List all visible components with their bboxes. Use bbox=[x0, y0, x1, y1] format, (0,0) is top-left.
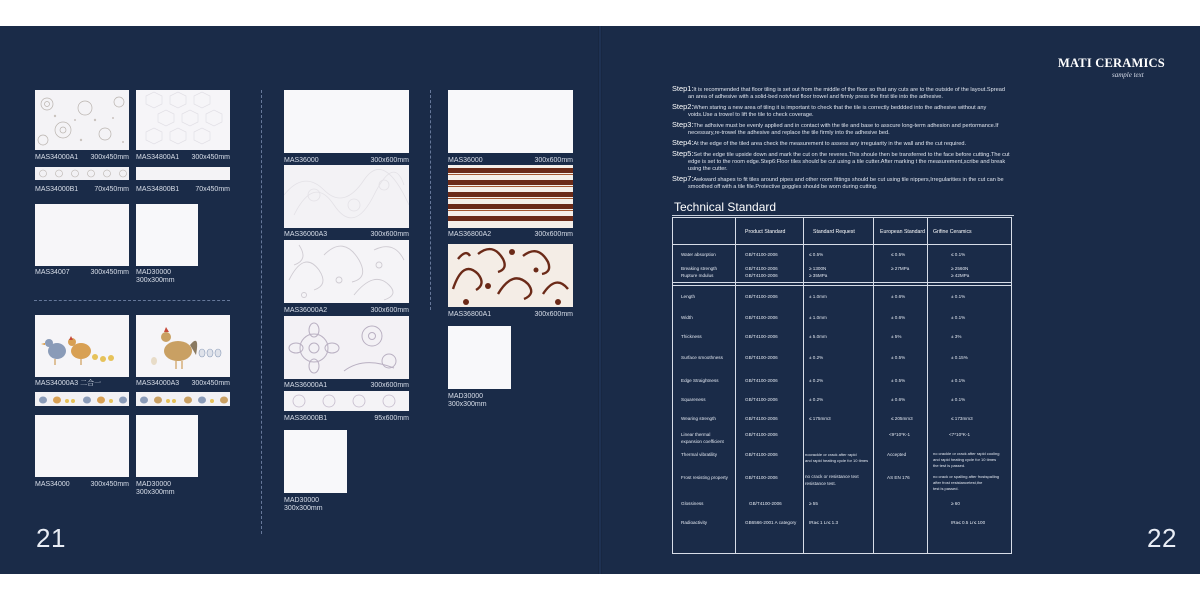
row-grifine-2: ≥ 42MPa bbox=[951, 273, 970, 278]
step-text: Awkward shapes to fit tiles around pipes and other room fittings should be cut using tile nippers,Irregularities in the cut can be smoothed off with a tile file.Protective goggles should be worn during cutting. bbox=[688, 177, 1004, 190]
row-grifine: ± 0.1% bbox=[951, 294, 966, 299]
brand-tagline: sample text bbox=[1112, 71, 1144, 79]
tile-mas36800a1[interactable] bbox=[448, 244, 573, 307]
row-european: ± 0.6% bbox=[891, 315, 906, 320]
stripe-pattern-icon bbox=[448, 165, 573, 228]
row-standard-request-2: ≥ 35MPa bbox=[809, 273, 828, 278]
row-divider bbox=[34, 300, 230, 301]
tile-code-label: MAD30000 bbox=[136, 269, 172, 276]
tile-mad30000-b[interactable] bbox=[136, 415, 198, 477]
tile-code-label: MAS36000A3 bbox=[284, 231, 328, 238]
row-standard-request: ± 5.0mm bbox=[809, 334, 827, 339]
tile-code-label: MAS36800A2 bbox=[448, 231, 492, 238]
row-name: Width bbox=[681, 315, 693, 320]
table-col-line bbox=[927, 218, 928, 553]
row-name: Wearing strength bbox=[681, 416, 716, 421]
row-grifine: ≤ 0.1% bbox=[951, 252, 966, 257]
flower-border-icon bbox=[284, 391, 409, 411]
row-grifine: ± 3% bbox=[951, 334, 962, 339]
tile-mas34007[interactable] bbox=[35, 204, 129, 266]
row-grifine: IRa≤ 0.5 Lr≤ 100 bbox=[951, 520, 986, 525]
faint-damask-icon bbox=[284, 165, 409, 228]
tile-code-label: MAD30000 bbox=[448, 393, 484, 400]
tile-code-label: MAS36000B1 bbox=[284, 415, 328, 422]
row-standard-request: nocrackle or crack after rapid bbox=[805, 452, 857, 457]
tile-code-label: MAD30000 bbox=[136, 481, 172, 488]
step-item bbox=[672, 121, 1012, 137]
tile-size-label: 300x450mm bbox=[191, 380, 230, 387]
row-standard-request: IRa≤ 1 Lr≤ 1.3 bbox=[809, 520, 839, 525]
row-grifine-3: the test is passed. bbox=[933, 463, 966, 468]
tile-size-label: 300x300mm bbox=[136, 489, 175, 496]
tile-code-label: MAS34000A1 bbox=[35, 154, 79, 161]
row-european: ± 5% bbox=[891, 334, 902, 339]
tile-size-label: 300x600mm bbox=[534, 311, 573, 318]
step-item bbox=[672, 139, 1012, 148]
row-product-standard: GB/T4100-2006 bbox=[745, 378, 778, 383]
tile-mas34000[interactable] bbox=[35, 415, 129, 477]
row-name: Surface smoothness bbox=[681, 355, 723, 360]
tile-size-label: 300x450mm bbox=[90, 154, 129, 161]
step-text: At the edge of the tiled area check the measurement to assess any irreguiarity in the wall and the cut required. bbox=[693, 141, 967, 147]
row-grifine: ≥ 60 bbox=[951, 501, 960, 506]
row-standard-request: ± 0.2% bbox=[809, 378, 824, 383]
step-item bbox=[672, 150, 1012, 173]
row-product-standard: GB/T4100-2006 bbox=[745, 475, 778, 480]
table-row-line bbox=[673, 244, 1011, 245]
tile-mas34000b1[interactable] bbox=[35, 167, 129, 180]
tile-mas36000-b[interactable] bbox=[448, 90, 573, 153]
tile-size-label: 300x600mm bbox=[534, 231, 573, 238]
row-european: ≥ 27MPa bbox=[891, 266, 910, 271]
tile-size-label: 300x300mm bbox=[284, 505, 323, 512]
row-grifine: ± 0.1% bbox=[951, 397, 966, 402]
row-name-2: Rupture mdulus bbox=[681, 273, 714, 278]
tile-mas36000a1[interactable] bbox=[284, 316, 409, 379]
row-name: Breaking strength bbox=[681, 266, 718, 271]
row-name: Radioactivity bbox=[681, 520, 708, 525]
row-standard-request-2: resistance test. bbox=[805, 481, 836, 486]
tile-size-label: 300x600mm bbox=[370, 231, 409, 238]
row-grifine-2: after frost resistancetest,the bbox=[933, 480, 983, 485]
step-text: It is recommended that floor tiling is set out from the middle of the floor so that any cuts are to the outside of the layout.Spread an area of adhesive with a solid-bed notvhed floor trowel and firmly press the first tile into the adhesive. bbox=[688, 87, 1005, 100]
row-standard-request: no crack or resistance text bbox=[805, 474, 859, 479]
tile-mas34000a1[interactable] bbox=[35, 90, 129, 150]
col-header: Product Standard bbox=[745, 229, 786, 235]
table-col-line bbox=[803, 218, 804, 553]
table-col-line bbox=[735, 218, 736, 553]
col-header: Grifine Ceramics bbox=[933, 229, 972, 235]
spread-gutter bbox=[598, 26, 602, 574]
title-underline bbox=[672, 215, 1014, 216]
technical-standard-table bbox=[672, 217, 1012, 554]
hexagon-pattern-icon bbox=[136, 90, 230, 150]
row-name: Squareness bbox=[681, 397, 706, 402]
column-divider bbox=[261, 90, 262, 534]
row-european: <9*10*K-1 bbox=[889, 432, 911, 437]
tile-code-label: MAS34000A3 bbox=[136, 380, 180, 387]
page-number-right: 22 bbox=[1147, 523, 1177, 553]
tile-size-label: 70x450mm bbox=[195, 186, 230, 193]
tile-size-label: 70x450mm bbox=[94, 186, 129, 193]
row-grifine: ± 0.1% bbox=[951, 378, 966, 383]
bird-border-icon bbox=[35, 392, 129, 406]
step-item bbox=[672, 103, 1012, 119]
row-standard-request-2: and rapid heating cycle for 10 times bbox=[805, 458, 869, 463]
row-product-standard-2: GB/T4100-2006 bbox=[745, 273, 778, 278]
step-item bbox=[672, 175, 1012, 191]
brand-logo: MATI CERAMICS bbox=[1058, 56, 1165, 70]
flower-pattern-icon bbox=[284, 316, 409, 379]
row-standard-request: ± 0.2% bbox=[809, 397, 824, 402]
tile-code-label bbox=[35, 380, 101, 388]
bird-border-icon bbox=[136, 392, 230, 406]
row-standard-request: ≤ 0.5% bbox=[809, 252, 824, 257]
tile-size-label: 95x600mm bbox=[374, 415, 409, 422]
row-name-2: expansion coefficient bbox=[681, 439, 724, 444]
tile-mas34800b1[interactable] bbox=[136, 167, 230, 180]
rooster-illustration-icon bbox=[136, 315, 230, 377]
row-european: AS EN 176 bbox=[887, 475, 910, 480]
table-row-line bbox=[673, 282, 1011, 283]
swirl-pattern-icon bbox=[284, 240, 409, 303]
tile-mas36000a3[interactable] bbox=[284, 165, 409, 228]
col-header: Standard Request bbox=[813, 229, 855, 235]
installation-steps bbox=[672, 85, 1012, 193]
tile-code-label: MAS36000 bbox=[448, 157, 483, 164]
row-standard-request: ≤ 175mm3 bbox=[809, 416, 831, 421]
row-grifine: no crack or spalling after frostspalling bbox=[933, 474, 1000, 479]
step-label: Step2: bbox=[672, 102, 694, 111]
row-product-standard: GB/T4100-2006 bbox=[745, 266, 778, 271]
row-european: ± 0.6% bbox=[891, 294, 906, 299]
tile-size-label: 300x300mm bbox=[448, 401, 487, 408]
tile-mas34000a3-border2[interactable] bbox=[136, 392, 230, 406]
hen-illustration-icon bbox=[35, 315, 129, 377]
tile-code: MAS34000A3 bbox=[35, 380, 79, 387]
row-grifine-3: test is passed. bbox=[933, 486, 959, 491]
row-european: ≤ 205mm3 bbox=[891, 416, 913, 421]
row-product-standard: GB/T4100-2006 bbox=[745, 334, 778, 339]
row-name: Thickness bbox=[681, 334, 702, 339]
tile-size-label: 300x600mm bbox=[370, 382, 409, 389]
catalog-spread bbox=[0, 26, 1200, 574]
tile-code-label: MAS34800A1 bbox=[136, 154, 180, 161]
tile-mas34000a3-hen[interactable] bbox=[136, 315, 230, 377]
floral-pattern-icon bbox=[35, 90, 129, 150]
col-header: European Standard bbox=[880, 229, 925, 235]
tile-code-label: MAS34000B1 bbox=[35, 186, 79, 193]
tile-size-label: 300x450mm bbox=[191, 154, 230, 161]
tile-mas36000[interactable] bbox=[284, 90, 409, 153]
tile-mad30000[interactable] bbox=[136, 204, 198, 266]
row-name: Glossiness bbox=[681, 501, 704, 506]
tile-code-label: MAD30000 bbox=[284, 497, 320, 504]
row-name: Frost resisting property bbox=[681, 475, 728, 480]
step-label: Step5: bbox=[672, 149, 694, 158]
border-pattern-icon bbox=[35, 167, 129, 180]
table-row-line bbox=[673, 285, 1011, 286]
tile-size-label: 300x600mm bbox=[534, 157, 573, 164]
row-grifine: <7*10*K-1 bbox=[949, 432, 971, 437]
tile-mad30000-c[interactable] bbox=[284, 430, 347, 493]
tile-mas36000b1[interactable] bbox=[284, 391, 409, 411]
row-standard-request: ± 1.0mm bbox=[809, 294, 827, 299]
tile-mas34800a1[interactable] bbox=[136, 90, 230, 150]
row-grifine: no crackle or crack after rapid cooling bbox=[933, 451, 1000, 456]
row-product-standard: GB/T4100-2006 bbox=[745, 452, 778, 457]
row-product-standard: GB/T4100-2006 bbox=[745, 355, 778, 360]
tile-mas34000a3-border[interactable] bbox=[35, 392, 129, 406]
tile-size-label: 300x300mm bbox=[136, 277, 175, 284]
tile-mad30000-d[interactable] bbox=[448, 326, 511, 389]
step-label: Step7: bbox=[672, 174, 694, 183]
tile-code-label: MAS36000A1 bbox=[284, 382, 328, 389]
page-number-left: 21 bbox=[36, 523, 66, 553]
row-european: ± 0.5% bbox=[891, 355, 906, 360]
tile-size-label: 300x600mm bbox=[370, 157, 409, 164]
row-grifine: ± 0.15% bbox=[951, 355, 968, 360]
row-standard-request: ≥ 1300N bbox=[809, 266, 827, 271]
row-grifine: ≥ 2560N bbox=[951, 266, 969, 271]
row-product-standard: GB/T4100-2006 bbox=[745, 315, 778, 320]
tile-code-label: MAS34000 bbox=[35, 481, 70, 488]
row-grifine: ≤ 173mm3 bbox=[951, 416, 973, 421]
row-product-standard: GB/T4100-2006 bbox=[745, 397, 778, 402]
technical-standard-title: Technical Standard bbox=[674, 200, 777, 214]
step-label: Step4: bbox=[672, 138, 694, 147]
tile-size-label: 300x450mm bbox=[90, 481, 129, 488]
row-standard-request: ± 0.2% bbox=[809, 355, 824, 360]
column-divider bbox=[430, 90, 431, 310]
row-standard-request: ≥ 55 bbox=[809, 501, 818, 506]
row-european: ± 0.6% bbox=[891, 397, 906, 402]
table-col-line bbox=[873, 218, 874, 553]
row-product-standard: GB/T4100-2006 bbox=[745, 252, 778, 257]
row-standard-request: ± 1.0mm bbox=[809, 315, 827, 320]
row-european: ≤ 0.5% bbox=[891, 252, 906, 257]
tile-mas36000a2[interactable] bbox=[284, 240, 409, 303]
row-name: Thermal vibratility bbox=[681, 452, 717, 457]
step-item bbox=[672, 85, 1012, 101]
row-grifine-2: and rapid heating cycle for 10 times bbox=[933, 457, 997, 462]
tile-code-label: MAS34007 bbox=[35, 269, 70, 276]
row-name: Edge Straightness bbox=[681, 378, 719, 383]
step-text: The adhsive must be evenly applied and in contact with the tile and base to asscure long-term adhesion and pertormance.If necessary,re-trowel the adhesive and replace the tile firmly into the adhesive bed. bbox=[688, 123, 999, 136]
row-product-standard: GB/T4100-2006 bbox=[749, 501, 782, 506]
row-name: Linear thermal bbox=[681, 432, 711, 437]
row-european: Accepted bbox=[887, 452, 907, 457]
row-european: ± 0.5% bbox=[891, 378, 906, 383]
tile-code-label: MAS36000 bbox=[284, 157, 319, 164]
step-text: When staring a new area of tiling it is important to check that the tile is correctly beddded into the adhesive without any voids.Use a trowel to lift the tile to check coverage. bbox=[688, 105, 987, 118]
tile-mas36800a2[interactable] bbox=[448, 165, 573, 228]
tile-size-label: 300x450mm bbox=[90, 269, 129, 276]
step-label: Step1: bbox=[672, 84, 694, 93]
scroll-pattern-icon bbox=[448, 244, 573, 307]
row-name: Water absorption bbox=[681, 252, 716, 257]
row-product-standard: GB/T4100-2006 bbox=[745, 432, 778, 437]
tile-mas34000a3-bird[interactable] bbox=[35, 315, 129, 377]
row-grifine: ± 0.1% bbox=[951, 315, 966, 320]
tile-code-label: MAS36800A1 bbox=[448, 311, 492, 318]
step-label: Step3: bbox=[672, 120, 694, 129]
row-name: Length bbox=[681, 294, 696, 299]
step-text: Set the edge tile upside down and mark the cut on the reveres.This shoule then be transferred to the face before cutting.The cut edge is set to the room edge.Step6:Floor tiles should be cut using a tile cutter.After marking t the measurement,scribe and break using the cutter. bbox=[688, 152, 1010, 172]
tile-combo-note: 二合一 bbox=[80, 380, 102, 387]
tile-size-label: 300x600mm bbox=[370, 307, 409, 314]
row-product-standard: GB/T4100-2006 bbox=[745, 416, 778, 421]
tile-code-label: MAS34800B1 bbox=[136, 186, 180, 193]
row-product-standard: GB/T4100-2006 bbox=[745, 294, 778, 299]
row-product-standard: GB6566-2001 A category bbox=[745, 520, 797, 525]
tile-code-label: MAS36000A2 bbox=[284, 307, 328, 314]
